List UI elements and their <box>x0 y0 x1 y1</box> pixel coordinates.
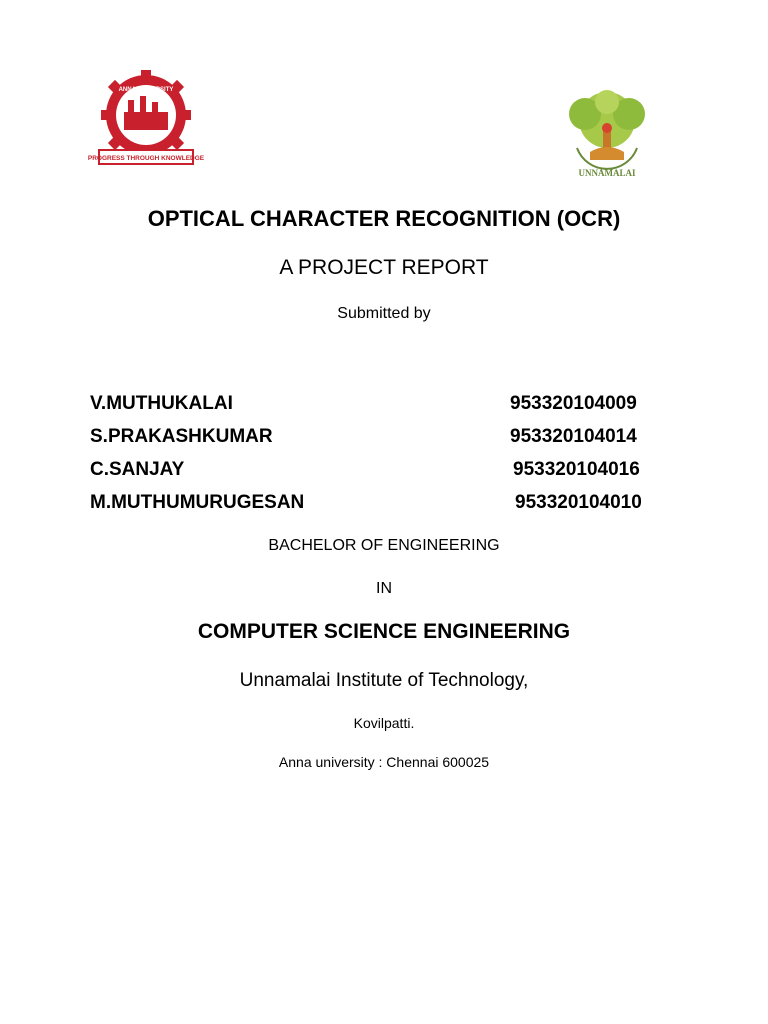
student-id-2: 953320104014 <box>510 426 637 447</box>
report-title: OPTICAL CHARACTER RECOGNITION (OCR) <box>147 206 621 231</box>
logo-left-ring-text: ANNA UNIVERSITY <box>118 87 174 93</box>
in-label: IN <box>376 580 392 597</box>
logo-right-text: UNNAMALAI <box>578 168 636 178</box>
institute-name: Unnamalai Institute of Technology, <box>239 670 529 691</box>
logo-left-banner: PROGRESS THROUGH KNOWLEDGE <box>87 155 205 162</box>
student-name-3: C.SANJAY <box>90 459 185 480</box>
student-id-1: 953320104009 <box>510 393 637 414</box>
report-subtitle: A PROJECT REPORT <box>279 256 489 279</box>
student-name-2: S.PRAKASHKUMAR <box>90 426 273 447</box>
submitted-by-label: Submitted by <box>337 305 431 322</box>
student-id-3: 953320104016 <box>513 459 640 480</box>
student-id-4: 953320104010 <box>515 492 642 513</box>
city-name: Kovilpatti. <box>353 715 415 731</box>
anna-university-logo <box>87 70 205 172</box>
unnamalai-logo <box>555 90 660 190</box>
student-name-4: M.MUTHUMURUGESAN <box>90 492 305 513</box>
university-name: Anna university : Chennai 600025 <box>278 754 490 770</box>
department-title: COMPUTER SCIENCE ENGINEERING <box>197 620 571 643</box>
student-name-1: V.MUTHUKALAI <box>90 393 233 414</box>
degree-label: BACHELOR OF ENGINEERING <box>268 537 500 554</box>
